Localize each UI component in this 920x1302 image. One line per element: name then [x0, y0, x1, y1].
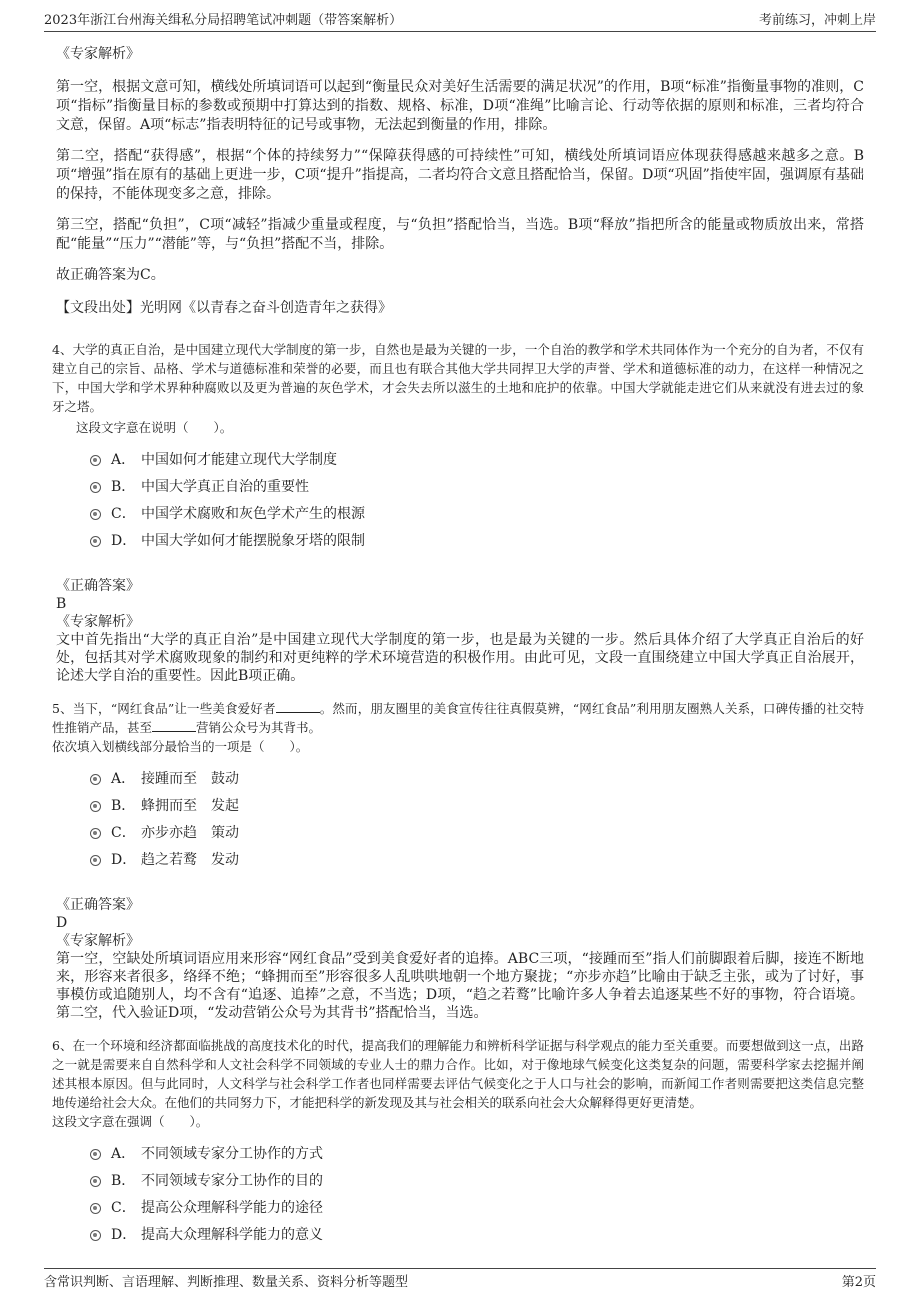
radio-icon[interactable]: [90, 855, 101, 866]
q4-answer: B: [56, 596, 67, 612]
q5-expert-label: 《专家解析》: [56, 933, 140, 949]
blank-line: [276, 701, 320, 713]
radio-icon[interactable]: [90, 801, 101, 812]
question-5: [52, 699, 864, 1022]
page-number: 第2页: [841, 1275, 876, 1290]
header-slogan: 考前练习，冲刺上岸: [758, 13, 876, 28]
q6-option-c[interactable]: C． 提高公众理解科学能力的途径: [52, 1193, 864, 1220]
q4-option-b[interactable]: B． 中国大学真正自治的重要性: [52, 472, 864, 499]
q4-option-c[interactable]: C． 中国学术腐败和灰色学术产生的根源: [52, 499, 864, 526]
q5-option-c[interactable]: C． 亦步亦趋 策动: [52, 818, 864, 845]
radio-icon[interactable]: [90, 1203, 101, 1214]
q4-expert-label: 《专家解析》: [56, 614, 140, 630]
q3-source: 【文段出处】光明网《以青春之奋斗创造青年之获得》: [56, 300, 392, 316]
radio-icon[interactable]: [90, 1149, 101, 1160]
radio-icon[interactable]: [90, 536, 101, 547]
page-footer: [44, 1268, 876, 1290]
radio-icon[interactable]: [90, 455, 101, 466]
radio-icon[interactable]: [90, 828, 101, 839]
q5-options: [52, 764, 864, 872]
q6-stem: 6、在一个环境和经济都面临挑战的高度技术化的时代，提高我们的理解能力和辨析科学证据与科学观点的能力至关重要。而要想做到这一点，出路之一就是需要来自自然科学和人文社会科学不同领域的专业人士的鼎力合作。比如，对于像地球气候变化这类复杂的问题，需要科学家去挖掘并阐述其根本原因。但与此同时，人文科学与社会科学工作者也同样需要去评估气候变化之于人口与社会的影响，而新闻工作者则需要把这类信息完整地传递给社会大众。在他们的共同努力下，才能把科学的新发现及其与社会相关的联系向社会大众解释得更好更清楚。: [52, 1038, 864, 1110]
q3-explanation: [56, 44, 864, 318]
q6-options: [52, 1139, 864, 1247]
q5-option-b[interactable]: B． 蜂拥而至 发起: [52, 791, 864, 818]
q3-para-1: 第一空，根据文意可知，横线处所填词语可以起到“衡量民众对美好生活需要的满足状况”的作用，B项“标准”指衡量事物的准则，C项“指标”指衡量目标的参数或预期中打算达到的指数、规格、标准，D项“准绳”比喻言论、行动等依据的原则和标准，三者均符合文意，保留。A项“标志”指表明特征的记号或事物，无法起到衡量的作用，排除。: [56, 79, 864, 133]
q6-option-a[interactable]: A． 不同领域专家分工协作的方式: [52, 1139, 864, 1166]
q6-option-b[interactable]: B． 不同领域专家分工协作的目的: [52, 1166, 864, 1193]
radio-icon[interactable]: [90, 1176, 101, 1187]
q5-answer-label: 《正确答案》: [56, 897, 140, 913]
q4-options: [52, 445, 864, 553]
q4-stem: 4、大学的真正自治，是中国建立现代大学制度的第一步，自然也是最为关键的一步，一个自治的教学和学术共同体作为一个充分的自为者，不仅有建立自己的宗旨、品格、学术与道德标准和荣誉的必要，而且也有联合其他大学共同捍卫大学的声誉、学术和道德标准的动力，在这样一种情况之下，中国大学和学术界种种腐败以及更为普遍的灰色学术，才会失去所以滋生的土地和庇护的依靠。中国大学就能走进它们从来就没有进去过的象牙之塔。: [52, 342, 864, 414]
q3-para-4: 故正确答案为C。: [56, 267, 165, 283]
q5-explanation: 第一空，空缺处所填词语应用来形容“网红食品”受到美食爱好者的追捧。ABC三项，“接踵而至”指人们前脚跟着后脚，接连不断地来，形容来者很多，络绎不绝；“蜂拥而至”形容很多人乱哄哄地朝一个地方聚拢；“亦步亦趋”比喻由于缺乏主张，或为了讨好，事事模仿或追随别人，均不含有“追逐、追捧”之意，不当选；D项，“趋之若鹜”比喻许多人争着去追逐某些不好的事物，符合语境。第二空，代入验证D项，“发动营销公众号为其背书”搭配恰当，当选。: [56, 951, 864, 1021]
q5-stem: 5、当下，“网红食品”让一些美食爱好者 。然而，朋友圈里的美食宣传往往真假莫辨，“网红食品”利用朋友圈熟人关系，口碑传播的社交特性推销产品，甚至 营销公众号为其背书。: [52, 701, 864, 735]
q5-option-d[interactable]: D． 趋之若鹜 发动: [52, 845, 864, 872]
q4-ask: 这段文字意在说明（ ）。: [76, 420, 233, 435]
radio-icon[interactable]: [90, 482, 101, 493]
radio-icon[interactable]: [90, 774, 101, 785]
q3-para-3: 第三空，搭配“负担”，C项“减轻”指减少重量或程度，与“负担”搭配恰当，当选。B项“释放”指把所含的能量或物质放出来，常搭配“能量”“压力”“潜能”等，与“负担”搭配不当，排除。: [56, 217, 864, 252]
q5-answer: D: [56, 915, 68, 931]
q4-explanation: 文中首先指出“大学的真正自治”是中国建立现代大学制度的第一步，也是最为关键的一步。然后具体介绍了大学真正自治后的好处，包括其对学术腐败现象的制约和对更纯粹的学术环境营造的积极作用。由此可见，文段一直围绕建立中国大学真正自治展开，论述大学自治的重要性。因此B项正确。: [56, 632, 864, 684]
question-6: [52, 1036, 864, 1247]
q4-option-d[interactable]: D． 中国大学如何才能摆脱象牙塔的限制: [52, 526, 864, 553]
q6-option-d[interactable]: D． 提高大众理解科学能力的意义: [52, 1220, 864, 1247]
q4-answer-label: 《正确答案》: [56, 578, 140, 594]
header-title: 2023年浙江台州海关缉私分局招聘笔试冲刺题（带答案解析）: [44, 13, 403, 28]
q6-ask: 这段文字意在强调（ ）。: [52, 1114, 209, 1129]
q4-option-a[interactable]: A． 中国如何才能建立现代大学制度: [52, 445, 864, 472]
q5-option-a[interactable]: A． 接踵而至 鼓动: [52, 764, 864, 791]
page-header: [44, 10, 876, 32]
q5-ask: 依次填入划横线部分最恰当的一项是（ ）。: [52, 739, 309, 754]
radio-icon[interactable]: [90, 509, 101, 520]
footer-topics: 含常识判断、言语理解、判断推理、数量关系、资料分析等题型: [44, 1275, 409, 1290]
q3-para-2: 第二空，搭配“获得感”，根据“个体的持续努力”“保障获得感的可持续性”可知，横线处所填词语应体现获得感越来越多之意。B项“增强”指在原有的基础上更进一步，C项“提升”指提高，二者均符合文意且搭配恰当，保留。D项“巩固”指使牢固，强调原有基础的保持，不能体现变多之意，排除。: [56, 148, 864, 202]
q3-expert-label: 《专家解析》: [56, 46, 140, 62]
question-4: [52, 340, 864, 685]
radio-icon[interactable]: [90, 1230, 101, 1241]
blank-line: [152, 720, 196, 732]
page-content: [52, 40, 864, 1247]
